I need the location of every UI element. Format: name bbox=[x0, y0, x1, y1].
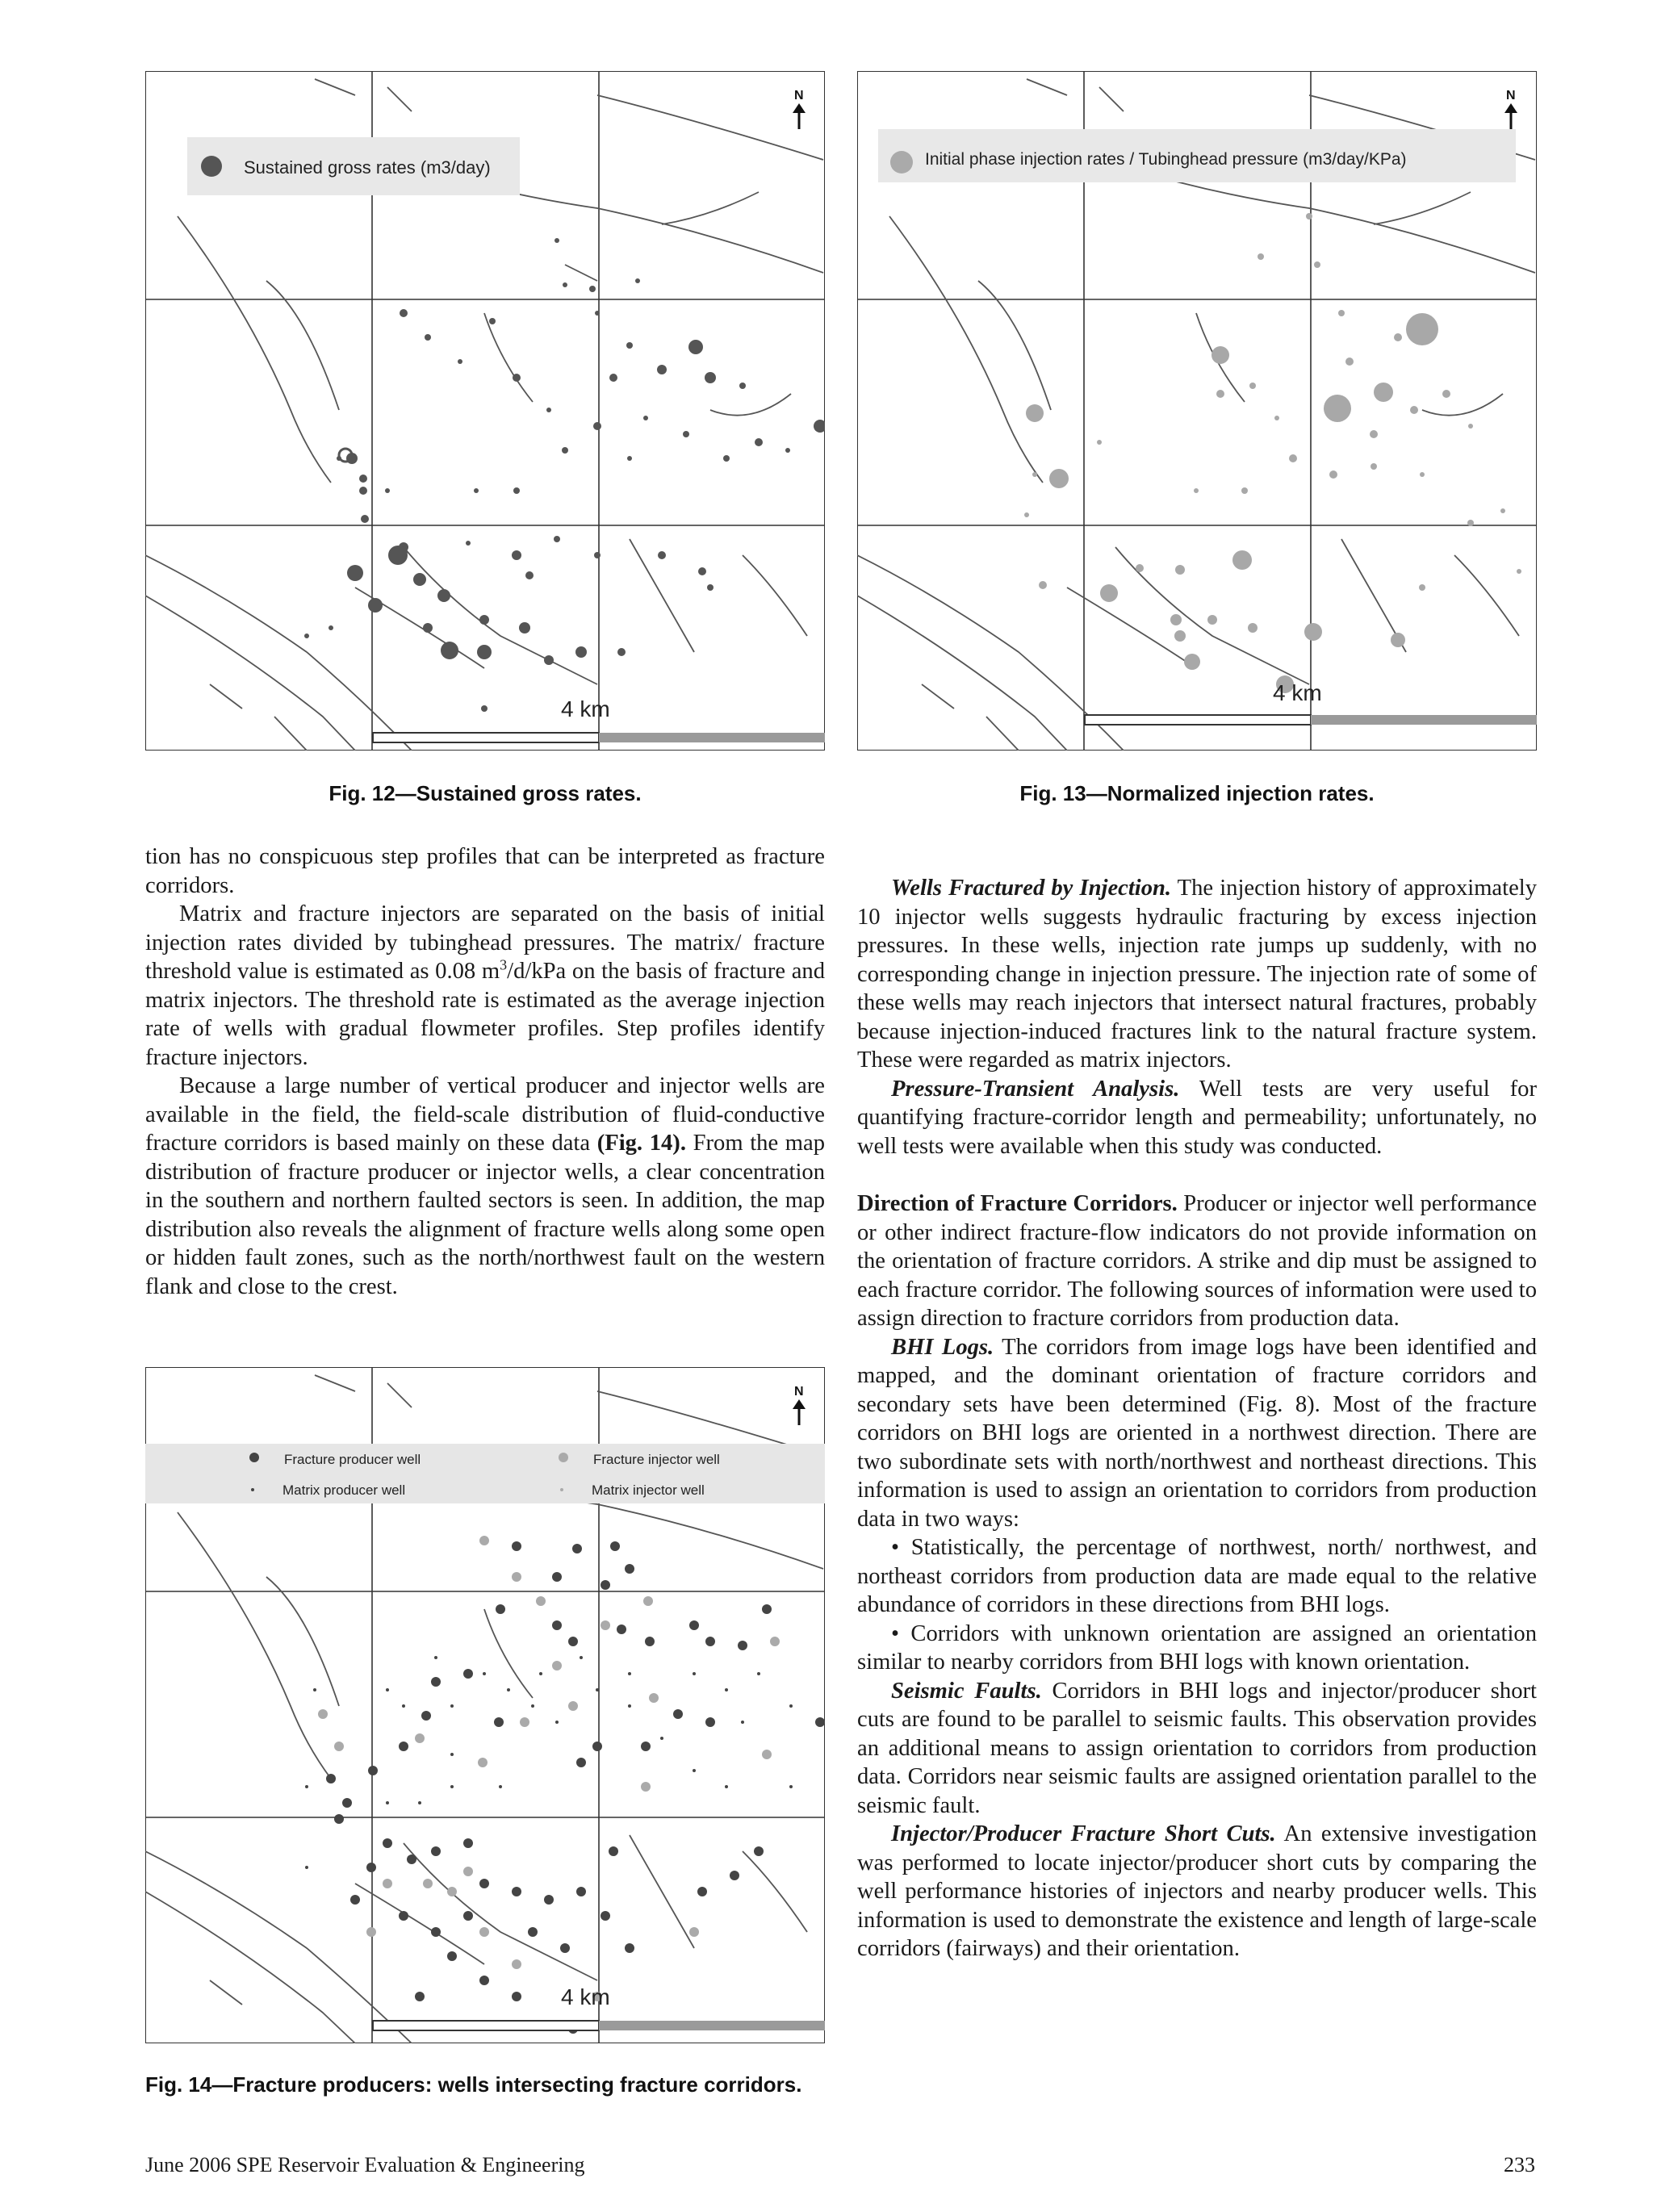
legend-label: Fracture producer well bbox=[284, 1452, 421, 1467]
figure-14-map bbox=[145, 1367, 825, 2043]
paragraph: tion has no conspicuous step profiles that can be interpreted as fracture corridors. bbox=[145, 844, 825, 898]
left-column-text bbox=[145, 843, 825, 1301]
scale-bar-gray bbox=[599, 2021, 825, 2030]
figure-12-caption: Fig. 12—Sustained gross rates. bbox=[329, 781, 642, 805]
footer-journal: June 2006 SPE Reservoir Evaluation & Engineering bbox=[145, 2153, 585, 2176]
run-in-heading: Injector/Producer Fracture Short Cuts. bbox=[891, 1821, 1276, 1846]
scale-label: 4 km bbox=[561, 1984, 610, 2009]
legend-marker bbox=[201, 156, 222, 177]
paragraph: Seismic Faults. Corridors in BHI logs and injector/producer short cuts are found to be parallel to seismic faults. This observation provides an additional means to assign orientation to corridors from production data. Corridors near seismic faults are assigned orientation parallel to the seismic fault. bbox=[857, 1678, 1537, 1818]
legend-label: Sustained gross rates (m3/day) bbox=[244, 157, 491, 178]
scale-bar-gray bbox=[1311, 715, 1537, 725]
figure-13-caption: Fig. 13—Normalized injection rates. bbox=[1019, 781, 1375, 805]
scale-bar-white bbox=[1085, 715, 1311, 725]
legend-label: Matrix injector well bbox=[592, 1482, 705, 1498]
figure-14-caption: Fig. 14—Fracture producers: wells intersecting fracture corridors. bbox=[145, 2072, 802, 2097]
paragraph: BHI Logs. The corridors from image logs have been identified and mapped, and the dominant orientation of fracture corridors and secondary sets have been determined (Fig. 8). Most of the fracture corridors on BHI logs are oriented in a northwest direction. There are two subordinate sets with north/northwest and northeast directions. This information is used to assign an orientation to corridors from production data in two ways: bbox=[857, 1334, 1537, 1532]
legend-label: Matrix producer well bbox=[282, 1482, 406, 1498]
figure-13-map bbox=[857, 71, 1537, 751]
legend-marker-matrix-injector bbox=[560, 1488, 563, 1491]
legend-marker-fracture-injector bbox=[559, 1453, 568, 1462]
legend-label: Fracture injector well bbox=[593, 1452, 720, 1467]
scale-bar-gray bbox=[599, 733, 825, 742]
paragraph: Because a large number of vertical producer and injector wells are available in the field, the field-scale distribution of fluid-conductive fracture corridors is based mainly on these data (Fig. 14). From the map distribution of fracture producer or injector wells, a clear concentration in the southern and northern faulted sectors is seen. In addition, the map distribution also reveals the alignment of fracture wells along some open or hidden fault zones, such as the north/northwest fault on the western flank and close to the crest. bbox=[145, 1073, 825, 1299]
scale-label: 4 km bbox=[1273, 680, 1322, 705]
legend-box bbox=[145, 1444, 825, 1503]
svg-text:N: N bbox=[794, 89, 804, 102]
bullet-item: • Corridors with unknown orientation are assigned an orientation similar to nearby corridors from BHI logs with known orientation. bbox=[857, 1620, 1537, 1675]
svg-text:N: N bbox=[1506, 89, 1516, 102]
bullet-item: • Statistically, the percentage of northwest, north/ northwest, and northeast corridors from production data are made equal to the relative abundance of corridors in these directions from BHI logs. bbox=[857, 1535, 1537, 1617]
run-in-heading: Pressure-Transient Analysis. bbox=[891, 1076, 1180, 1102]
scale-label: 4 km bbox=[561, 696, 610, 721]
run-in-heading: Wells Fractured by Injection. bbox=[891, 876, 1172, 901]
legend-marker-fracture-producer bbox=[249, 1453, 259, 1462]
section-heading: Direction of Fracture Corridors. bbox=[857, 1191, 1178, 1216]
figure-12-map bbox=[145, 71, 825, 751]
right-column-text bbox=[857, 874, 1537, 1963]
figure-13 bbox=[857, 71, 1537, 751]
run-in-heading: BHI Logs. bbox=[891, 1334, 994, 1360]
paragraph: Direction of Fracture Corridors. Producer or injector well performance or other indirect fracture-flow indicators do not provide information on the orientation of fracture corridors. A strike and dip must be assigned to each fracture corridor. The following sources of information were used to assign direction to fracture corridors from production data. bbox=[857, 1191, 1537, 1331]
figure-14 bbox=[145, 1367, 825, 2043]
figure-12 bbox=[145, 71, 825, 751]
scale-bar-white bbox=[373, 2021, 599, 2030]
paragraph: Injector/Producer Fracture Short Cuts. An extensive investigation was performed to locate injector/producer short cuts by comparing the well performance histories of injectors and nearby producer wells. This information is used to demonstrate the existence and length of large-scale corridors (fairways) and their orientation. bbox=[857, 1821, 1538, 1961]
legend-marker bbox=[890, 151, 913, 174]
run-in-heading: Seismic Faults. bbox=[891, 1678, 1042, 1704]
paragraph: Pressure-Transient Analysis. Well tests are very useful for quantifying fracture-corridor length and permeability; unfortunately, no well tests were available when this study was conducted. bbox=[857, 1076, 1537, 1159]
figure-reference: (Fig. 14). bbox=[596, 1131, 686, 1156]
legend-marker-matrix-producer bbox=[251, 1488, 254, 1491]
paragraph: Matrix and fracture injectors are separated on the basis of initial injection rates divided by tubinghead pressures. The matrix/ fracture threshold value is estimated as 0.08 $m^3/d$/kPa on the basis of fracture and matrix injectors. The threshold rate is estimated as the average injection rate of wells with gradual flowmeter profiles. Step profiles identify fracture injectors. bbox=[145, 901, 825, 1070]
paragraph: Wells Fractured by Injection. The injection history of approximately 10 injector wells suggests hydraulic fracturing by excess injection pressures. In these wells, injection rate jumps up suddenly, with no corresponding change in injection pressure. The injection rate of some of these wells may reach injectors that intersect natural fractures, probably because injection-induced fractures link to the natural fracture system. These were regarded as matrix injectors. bbox=[857, 876, 1538, 1073]
legend-label: Initial phase injection rates / Tubinghead pressure (m3/day/KPa) bbox=[925, 150, 1407, 169]
scale-bar-white bbox=[373, 733, 599, 742]
svg-text:N: N bbox=[794, 1385, 804, 1399]
footer-page-number: 233 bbox=[1504, 2153, 1535, 2176]
